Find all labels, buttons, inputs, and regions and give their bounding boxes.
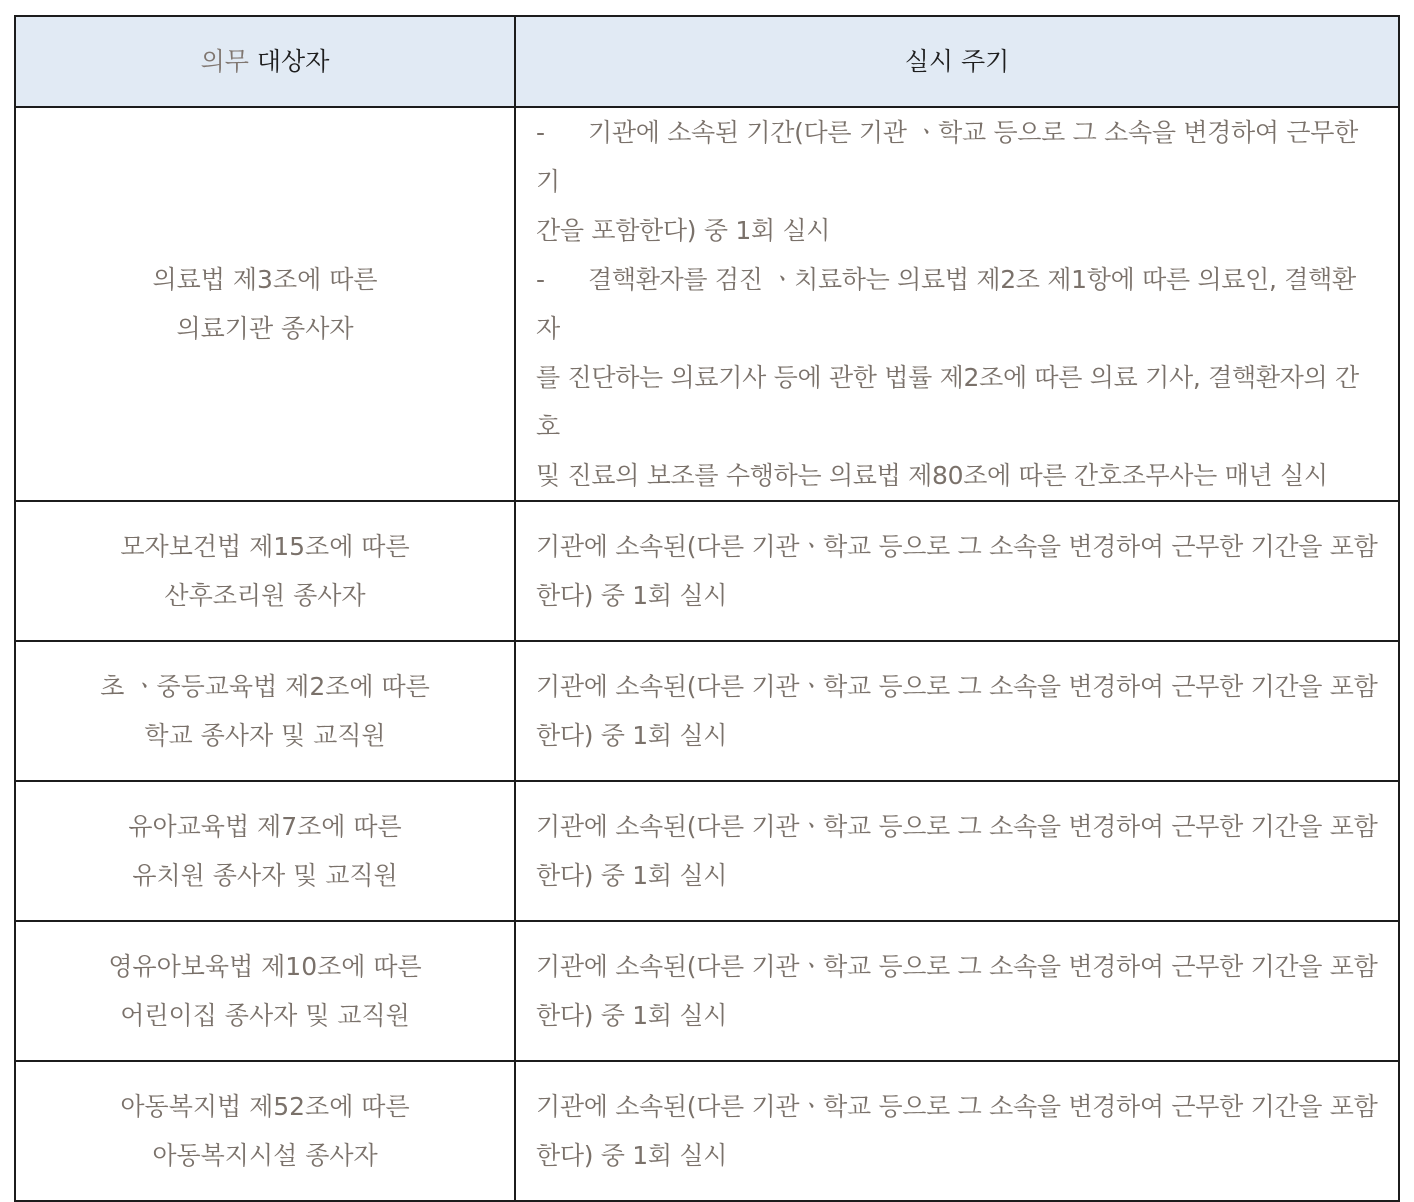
period-bullet (536, 108, 1378, 206)
target-line: 어린이집 종사자 및 교직원 (120, 1001, 410, 1030)
table-row (15, 1061, 1399, 1201)
target-cell (15, 501, 515, 641)
period-line: 를 진단하는 의료기사 등에 관한 법률 제2조에 따른 의료 기사, 결핵환자의 간호 (536, 363, 1359, 441)
period-line: 기관에 소속된(다른 기관ㆍ학교 등으로 그 소속을 변경하여 근무한 기간을 포함 (536, 812, 1378, 841)
period-line: 결핵환자를 검진 ㆍ치료하는 의료법 제2조 제1항에 따른 의료인, 결핵환자 (536, 265, 1356, 343)
period-cell (515, 501, 1399, 641)
header-target (15, 16, 515, 107)
target-cell (15, 781, 515, 921)
header-target-part1: 의무 (200, 47, 249, 76)
target-line: 초 ㆍ중등교육법 제2조에 따른 (100, 672, 430, 701)
period-line: 한다) 중 1회 실시 (536, 581, 728, 610)
target-line: 아동복지법 제52조에 따른 (120, 1092, 410, 1121)
exam-schedule-table (14, 15, 1400, 1202)
target-line: 영유아보육법 제10조에 따른 (108, 952, 422, 981)
target-line: 의료기관 종사자 (176, 314, 354, 343)
target-line: 모자보건법 제15조에 따른 (120, 532, 410, 561)
target-line: 유아교육법 제7조에 따른 (128, 812, 402, 841)
target-cell (15, 921, 515, 1061)
table-container (14, 15, 1398, 1202)
period-cell (515, 781, 1399, 921)
period-line: 한다) 중 1회 실시 (536, 721, 728, 750)
period-line: 간을 포함한다) 중 1회 실시 (536, 216, 831, 245)
header-target-part2: 대상자 (248, 47, 330, 76)
period-cell (515, 921, 1399, 1061)
target-cell (15, 107, 515, 501)
period-line: 기관에 소속된 기간(다른 기관 ㆍ학교 등으로 그 소속을 변경하여 근무한 기 (536, 118, 1358, 196)
period-line: 기관에 소속된(다른 기관ㆍ학교 등으로 그 소속을 변경하여 근무한 기간을 포함 (536, 1092, 1378, 1121)
table-header-row (15, 16, 1399, 107)
period-line: 기관에 소속된(다른 기관ㆍ학교 등으로 그 소속을 변경하여 근무한 기간을 포함 (536, 532, 1378, 561)
period-line: 기관에 소속된(다른 기관ㆍ학교 등으로 그 소속을 변경하여 근무한 기간을 포함 (536, 952, 1378, 981)
period-line: 기관에 소속된(다른 기관ㆍ학교 등으로 그 소속을 변경하여 근무한 기간을 포함 (536, 672, 1378, 701)
period-line: 한다) 중 1회 실시 (536, 861, 728, 890)
target-cell (15, 641, 515, 781)
table-row (15, 641, 1399, 781)
target-line: 산후조리원 종사자 (164, 581, 366, 610)
table-row (15, 781, 1399, 921)
bullet-dash: - (536, 265, 545, 294)
period-cell (515, 107, 1399, 501)
header-period: 실시 주기 (515, 16, 1399, 107)
target-line: 학교 종사자 및 교직원 (144, 721, 386, 750)
period-cell (515, 1061, 1399, 1201)
period-cell (515, 641, 1399, 781)
table-row (15, 501, 1399, 641)
period-line: 한다) 중 1회 실시 (536, 1141, 728, 1170)
period-line: 및 진료의 보조를 수행하는 의료법 제80조에 따른 간호조무사는 매년 실시 (536, 461, 1328, 490)
period-bullet (536, 255, 1378, 353)
bullet-dash: - (536, 118, 545, 147)
target-line: 의료법 제3조에 따른 (152, 265, 378, 294)
table-row (15, 921, 1399, 1061)
period-line: 한다) 중 1회 실시 (536, 1001, 728, 1030)
table-row (15, 107, 1399, 501)
target-line: 아동복지시설 종사자 (152, 1141, 378, 1170)
target-line: 유치원 종사자 및 교직원 (132, 861, 398, 890)
target-cell (15, 1061, 515, 1201)
